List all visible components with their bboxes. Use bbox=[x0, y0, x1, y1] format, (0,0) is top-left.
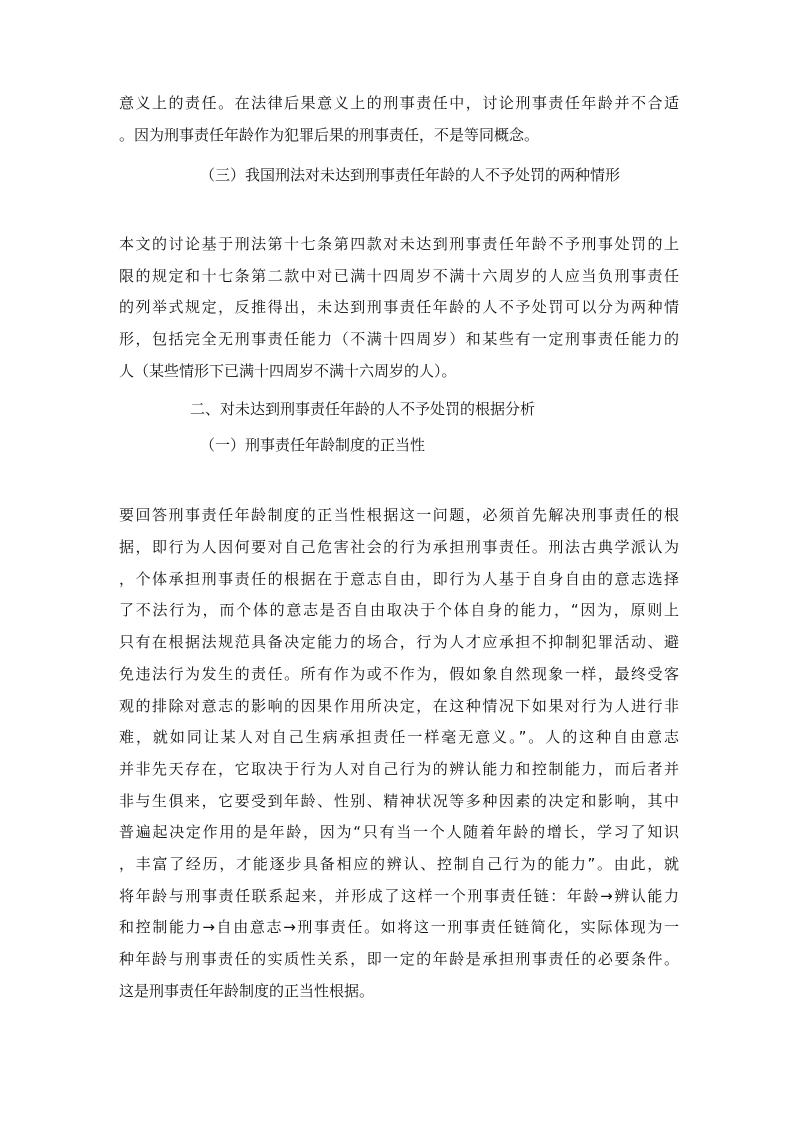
paragraph-line: 免违法行为发生的责任。所有作为或不作为，假如象自然现象一样，最终受客 bbox=[119, 665, 679, 683]
paragraph-line: 形，包括完全无刑事责任能力（不满十四周岁）和某些有一定刑事责任能力的 bbox=[119, 330, 679, 348]
section-heading-3: （三）我国刑法对未达到刑事责任年龄的人不予处罚的两种情形 bbox=[200, 166, 621, 184]
top-paragraph-line: 意义上的责任。在法律后果意义上的刑事责任中，讨论刑事责任年龄并不合适 bbox=[119, 94, 679, 112]
section-2-heading: 二、对未达到刑事责任年龄的人不予处罚的根据分析 bbox=[190, 400, 536, 418]
paragraph-line: 的列举式规定，反推得出，未达到刑事责任年龄的人不予处罚可以分为两种情 bbox=[119, 298, 679, 316]
top-paragraph-line: 。因为刑事责任年龄作为犯罪后果的刑事责任，不是等同概念。 bbox=[119, 126, 540, 144]
paragraph-line: 限的规定和十七条第二款中对已满十四周岁不满十六周岁的人应当负刑事责任 bbox=[119, 267, 679, 285]
paragraph-line: 这是刑事责任年龄制度的正当性根据。 bbox=[119, 982, 375, 1000]
paragraph-line: 观的排除对意志的影响的因果作用所决定，在这种情况下如果对行为人进行非 bbox=[119, 697, 679, 715]
paragraph-line: 本文的讨论基于刑法第十七条第四款对未达到刑事责任年龄不予刑事处罚的上 bbox=[119, 235, 679, 253]
paragraph-line: 并非先天存在，它取决于行为人对自己行为的辨认能力和控制能力，而后者并 bbox=[119, 760, 679, 778]
paragraph-line: 将年龄与刑事责任联系起来，并形成了这样一个刑事责任链：年龄→辨认能力 bbox=[119, 887, 679, 905]
paragraph-line: 据，即行为人因何要对自己危害社会的行为承担刑事责任。刑法古典学派认为 bbox=[119, 538, 679, 556]
paragraph-line: ，丰富了经历，才能逐步具备相应的辨认、控制自己行为的能力”。由此，就 bbox=[119, 855, 679, 873]
paragraph-line: 普遍起决定作用的是年龄，因为“只有当一个人随着年龄的增长，学习了知识 bbox=[119, 823, 679, 841]
paragraph-line: 了不法行为，而个体的意志是否自由取决于个体自身的能力，“因为，原则上 bbox=[119, 601, 679, 619]
paragraph-line: 要回答刑事责任年龄制度的正当性根据这一问题，必须首先解决刑事责任的根 bbox=[119, 506, 679, 524]
paragraph-line: 只有在根据法规范具备决定能力的场合，行为人才应承担不抑制犯罪活动、避 bbox=[119, 633, 679, 651]
paragraph-line: ，个体承担刑事责任的根据在于意志自由，即行为人基于自身自由的意志选择 bbox=[119, 570, 679, 588]
paragraph-line: 人（某些情形下已满十四周岁不满十六周岁的人）。 bbox=[119, 362, 457, 380]
paragraph-line: 种年龄与刑事责任的实质性关系，即一定的年龄是承担刑事责任的必要条件。 bbox=[119, 950, 679, 968]
subheading-1: （一）刑事责任年龄制度的正当性 bbox=[200, 436, 426, 454]
paragraph-line: 非与生俱来，它要受到年龄、性别、精神状况等多种因素的决定和影响，其中 bbox=[119, 792, 679, 810]
paragraph-line: 和控制能力→自由意志→刑事责任。如将这一刑事责任链简化，实际体现为一 bbox=[119, 918, 679, 936]
paragraph-line: 难，就如同让某人对自己生病承担责任一样毫无意义。”。人的这种自由意志 bbox=[119, 728, 679, 746]
